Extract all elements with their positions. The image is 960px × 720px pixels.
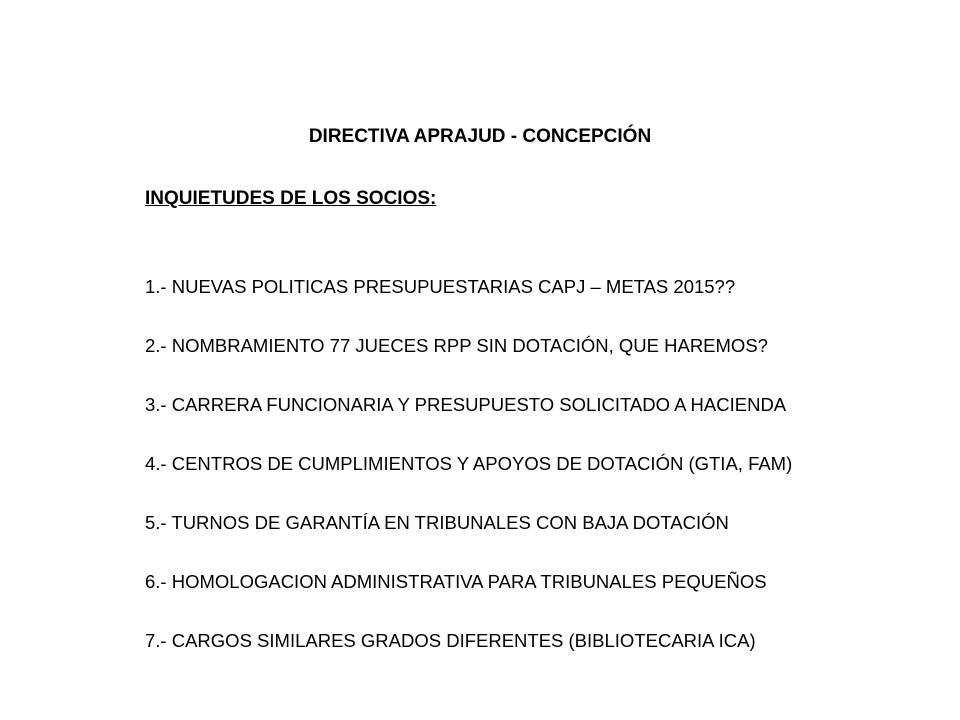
list-item: 6.- HOMOLOGACION ADMINISTRATIVA PARA TRIBUNALES PEQUEÑOS (145, 571, 767, 592)
list-item: 4.- CENTROS DE CUMPLIMIENTOS Y APOYOS DE DOTACIÓN (GTIA, FAM) (145, 453, 793, 474)
list-item: 2.- NOMBRAMIENTO 77 JUECES RPP SIN DOTACIÓN, QUE HAREMOS? (145, 335, 768, 356)
slide-title: DIRECTIVA APRAJUD - CONCEPCIÓN (308, 126, 652, 147)
list-item: 1.- NUEVAS POLITICAS PRESUPUESTARIAS CAPJ – METAS 2015?? (145, 276, 736, 297)
section-heading: INQUIETUDES DE LOS SOCIOS: (145, 188, 437, 209)
list-item: 3.- CARRERA FUNCIONARIA Y PRESUPUESTO SOLICITADO A HACIENDA (145, 394, 787, 415)
concerns-list (145, 276, 792, 689)
list-item: 7.- CARGOS SIMILARES GRADOS DIFERENTES (BIBLIOTECARIA ICA) (145, 630, 756, 651)
list-item: 5.- TURNOS DE GARANTÍA EN TRIBUNALES CON BAJA DOTACIÓN (145, 512, 729, 533)
